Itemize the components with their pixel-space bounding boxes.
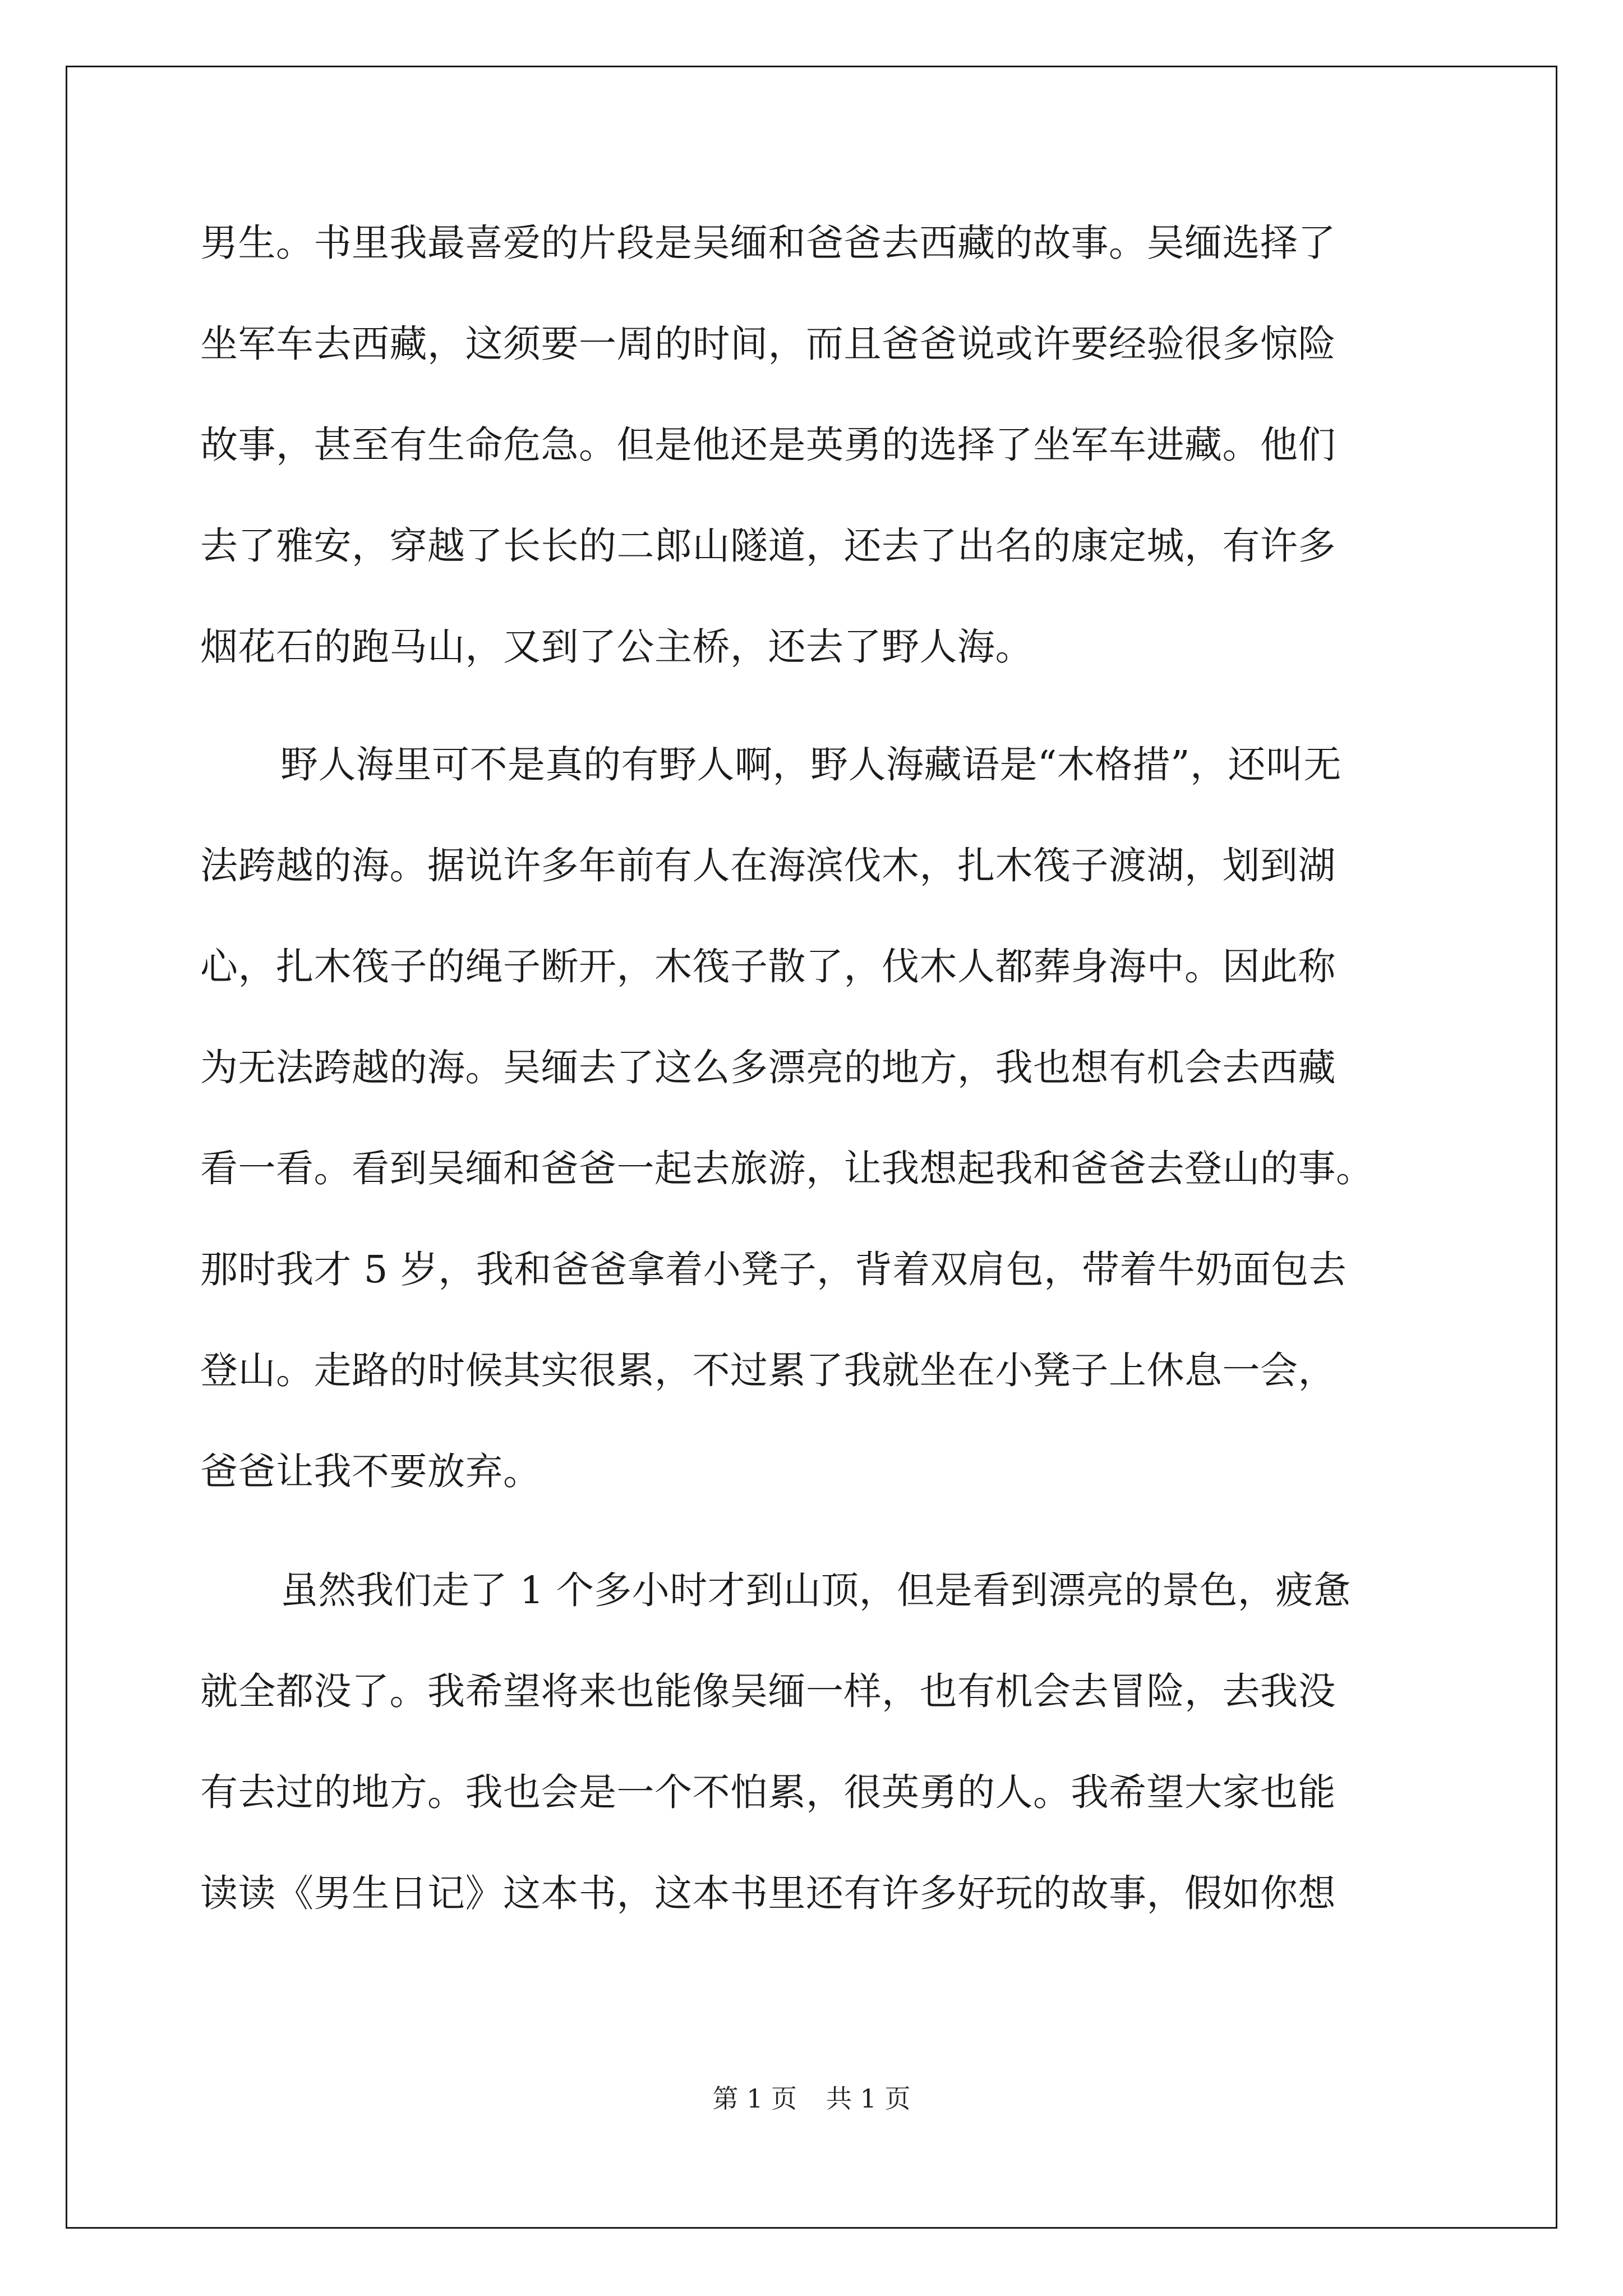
- text-line: 就全都没了。我希望将来也能像吴缅一样，也有机会去冒险，去我没: [200, 1669, 1336, 1713]
- text-line: 法跨越的海。据说许多年前有人在海滨伐木，扎木筏子渡湖，划到湖: [200, 844, 1336, 887]
- page-footer: [0, 2083, 1623, 2114]
- text-line: 那时我才 5 岁，我和爸爸拿着小凳子，背着双肩包，带着牛奶面包去: [200, 1248, 1347, 1291]
- paragraph-first-line: 野人海里可不是真的有野人啊，野人海藏语是“木格措”，还叫无: [280, 743, 1342, 786]
- text-line: 故事，甚至有生命危急。但是他还是英勇的选择了坐军车进藏。他们: [200, 423, 1336, 467]
- text-line: 男生。书里我最喜爱的片段是吴缅和爸爸去西藏的故事。吴缅选择了: [200, 221, 1336, 265]
- text-line: 烟花石的跑马山，又到了公主桥，还去了野人海。: [200, 625, 1033, 669]
- text-line: 爸爸让我不要放弃。: [200, 1450, 541, 1493]
- page-total: 共 1 页: [826, 2083, 911, 2114]
- text-line: 看一看。看到吴缅和爸爸一起去旅游，让我想起我和爸爸去登山的事。: [200, 1147, 1374, 1190]
- text-line: 登山。走路的时候其实很累，不过累了我就坐在小凳子上休息一会，: [200, 1349, 1336, 1392]
- page-number: 第 1 页: [712, 2083, 797, 2114]
- paragraph-first-line: 虽然我们走了 1 个多小时才到山顶，但是看到漂亮的景色，疲惫: [280, 1568, 1352, 1612]
- text-line: 读读《男生日记》这本书，这本书里还有许多好玩的故事，假如你想: [200, 1871, 1336, 1915]
- text-line: 有去过的地方。我也会是一个不怕累，很英勇的人。我希望大家也能: [200, 1770, 1336, 1814]
- text-line: 坐军车去西藏，这须要一周的时间，而且爸爸说或许要经验很多惊险: [200, 322, 1336, 366]
- text-line: 心，扎木筏子的绳子断开，木筏子散了，伐木人都葬身海中。因此称: [200, 945, 1336, 988]
- text-line: 为无法跨越的海。吴缅去了这么多漂亮的地方，我也想有机会去西藏: [200, 1046, 1336, 1089]
- text-line: 去了雅安，穿越了长长的二郎山隧道，还去了出名的康定城，有许多: [200, 524, 1336, 568]
